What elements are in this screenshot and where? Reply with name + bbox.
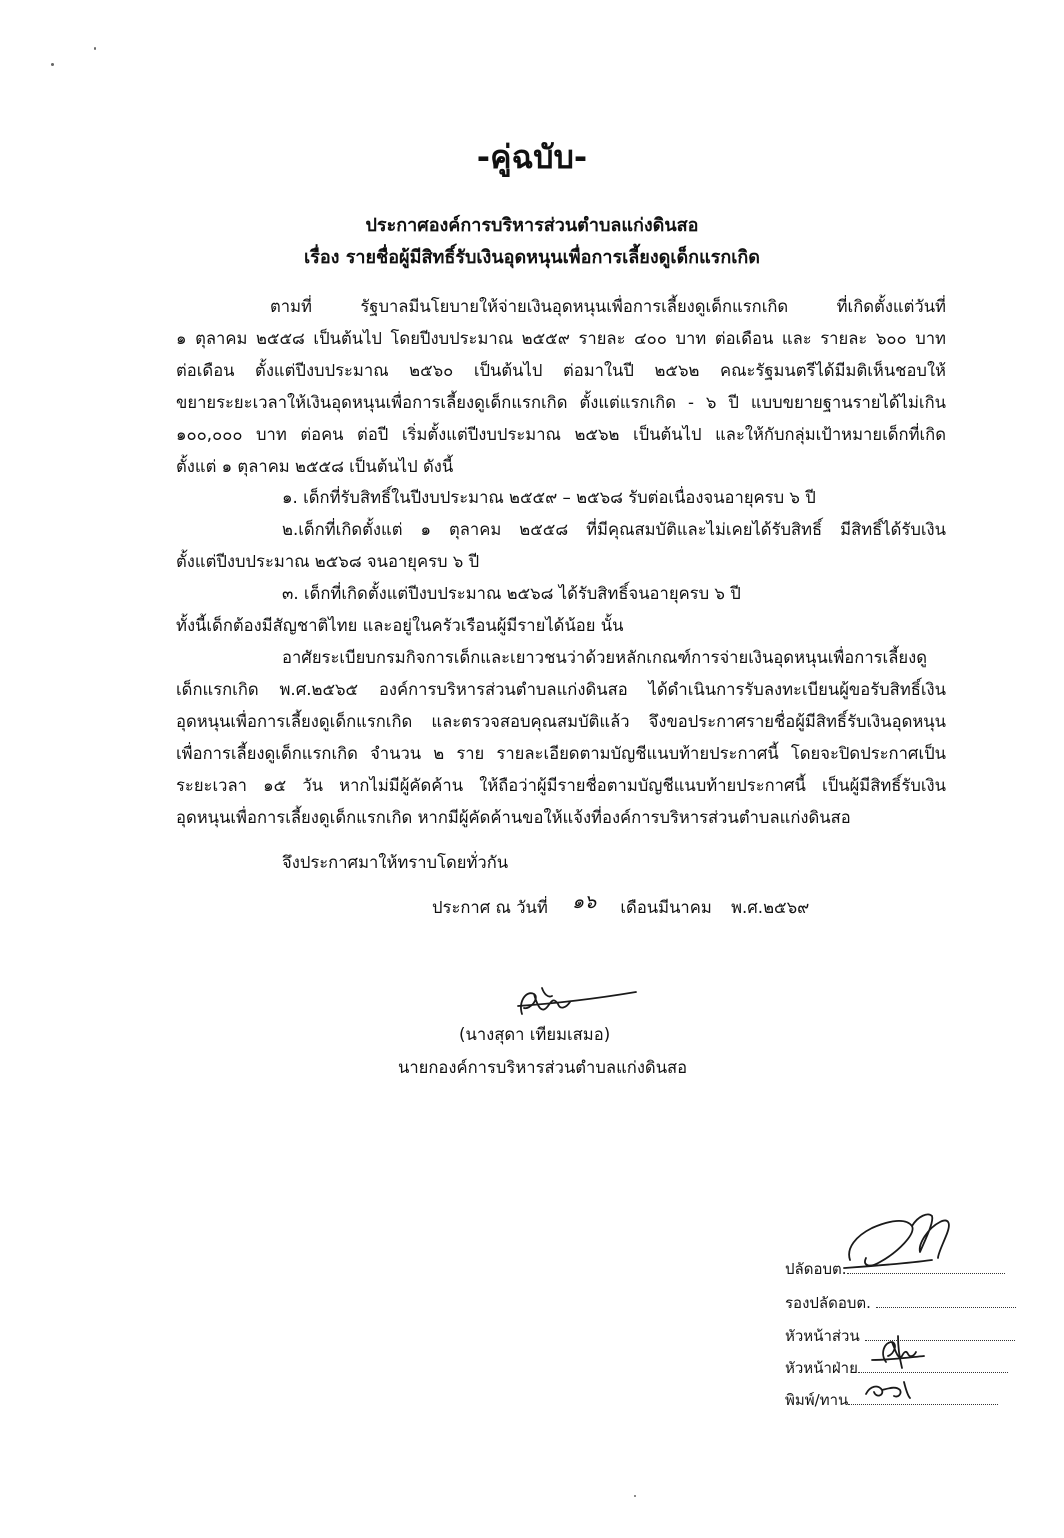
signature-line [847,1272,1005,1274]
announcement-issuer: ประกาศองค์การบริหารส่วนตำบลแก่งดินสอ [365,215,699,236]
scan-speck [634,1495,636,1497]
routing-label: หัวหน้าส่วน [785,1327,860,1345]
list-item-3: ๓. เด็กที่เกิดตั้งแต่ปีงบประมาณ ๒๕๖๘ ได้รับสิทธิ์จนอายุครบ ๖ ปี [282,584,741,603]
date-day: ๑๖ [572,891,597,913]
announcement-subject: เรื่อง รายชื่อผู้มีสิทธิ์รับเงินอุดหนุนเพื่อการเลี้ยงดูเด็กแรกเกิด [304,247,760,268]
date-prefix: ประกาศ ณ วันที่ [432,898,548,917]
routing-label: รองปลัดอบต. [785,1294,871,1312]
routing-row-deputy [785,1257,1005,1281]
routing-label: ปลัดอบต. [785,1260,847,1278]
signatory-name: (นางสุดา เทียมเสมอ) [459,1025,611,1044]
list-item-2: ๒.เด็กที่เกิดตั้งแต่ ๑ ตุลาคม ๒๕๕๘ ที่มีคุณสมบัติและไม่เคยได้รับสิทธิ์ มีสิทธิ์ได้รับเงิน [282,520,946,539]
paragraph-1-line: ตั้งแต่ ๑ ตุลาคม ๒๕๕๘ เป็นต้นไป ดังนี้ [176,457,454,476]
routing-label: พิมพ์/ทาน [785,1391,849,1409]
date-month: เดือนมีนาคม [620,898,712,917]
paragraph-1-line: ต่อเดือน ตั้งแต่ปีงบประมาณ ๒๕๖๐ เป็นต้นไป ต่อมาในปี ๒๕๖๒ คณะรัฐมนตรีได้มีมติเห็นชอบให้ [176,361,946,380]
paragraph-2-line: อาศัยระเบียบกรมกิจการเด็กและเยาวชนว่าด้วยหลักเกณฑ์การจ่ายเงินอุดหนุนเพื่อการเลี้ยงดู [282,648,927,667]
signatory-position: นายกองค์การบริหารส่วนตำบลแก่งดินสอ [398,1058,688,1077]
routing-row-typist [785,1388,998,1412]
list-item-1: ๑. เด็กที่รับสิทธิ์ในปีงบประมาณ ๒๕๕๙ – ๒๕๖๘ รับต่อเนื่องจนอายุครบ ๖ ปี [282,488,816,507]
routing-label: หัวหน้าฝ่าย [785,1359,858,1377]
paragraph-1-line: ๑๐๐,๐๐๐ บาท ต่อคน ต่อปี เริ่มตั้งแต่ปีงบประมาณ ๒๕๖๒ เป็นต้นไป และให้กับกลุ่มเป้าหมายเด็กที่เกิด [176,425,946,444]
scan-speck [94,47,96,50]
list-item-2-continued: ตั้งแต่ปีงบประมาณ ๒๕๖๘ จนอายุครบ ๖ ปี [176,552,480,571]
announcement-date [432,892,809,922]
routing-row-assistant-deputy [785,1291,1016,1315]
paragraph-2-line: เด็กแรกเกิด พ.ศ.๒๕๖๕ องค์การบริหารส่วนตำบลแก่งดินสอ ได้ดำเนินการรับลงทะเบียนผู้ขอรับสิทธิ์เงิน [176,680,946,699]
signature-line [876,1306,1016,1308]
paragraph-2-line: อุดหนุนเพื่อการเลี้ยงดูเด็กแรกเกิด และตรวจสอบคุณสมบัติแล้ว จึงขอประกาศรายชื่อผู้มีสิทธิ์รับเงินอุดหนุน [176,712,946,731]
date-year: พ.ศ.๒๕๖๙ [731,898,810,917]
paragraph-2-line: ระยะเวลา ๑๕ วัน หากไม่มีผู้คัดค้าน ให้ถือว่าผู้มีรายชื่อตามบัญชีแนบท้ายประกาศนี้ เป็นผู้มีสิทธิ์รับเงิน [176,776,946,795]
scan-speck [51,63,54,66]
signature-line [858,1371,1008,1373]
paragraph-1-line: ขยายระยะเวลาให้เงินอุดหนุนเพื่อการเลี้ยงดูเด็กแรกเกิด ตั้งแต่แรกเกิด - ๖ ปี แบบขยายฐานรายได้ไม่เกิน [176,393,946,412]
copy-mark: -คู่ฉบับ- [476,138,588,176]
paragraph-1-line: ตามที่ รัฐบาลมีนโยบายให้จ่ายเงินอุดหนุนเพื่อการเลี้ยงดูเด็กแรกเกิด ที่เกิดตั้งแต่วันที่ [270,297,946,316]
chief-executive-signature [508,984,648,1024]
closing-statement: จึงประกาศมาให้ทราบโดยทั่วกัน [282,853,509,872]
eligibility-note: ทั้งนี้เด็กต้องมีสัญชาติไทย และอยู่ในครัวเรือนผู้มีรายได้น้อย นั้น [176,616,624,635]
paragraph-2-line: อุดหนุนเพื่อการเลี้ยงดูเด็กแรกเกิด หากมีผู้คัดค้านขอให้แจ้งที่องค์การบริหารส่วนตำบลแก่งดินสอ [176,808,851,827]
paragraph-1-line: ๑ ตุลาคม ๒๕๕๘ เป็นต้นไป โดยปีงบประมาณ ๒๕๕๙ รายละ ๔๐๐ บาท ต่อเดือน และ รายละ ๖๐๐ บาท [176,329,946,348]
paragraph-2-line: เพื่อการเลี้ยงดูเด็กแรกเกิด จำนวน ๒ ราย รายละเอียดตามบัญชีแนบท้ายประกาศนี้ โดยจะปิดประกาศเป็น [176,744,946,763]
signature-line [848,1403,998,1405]
